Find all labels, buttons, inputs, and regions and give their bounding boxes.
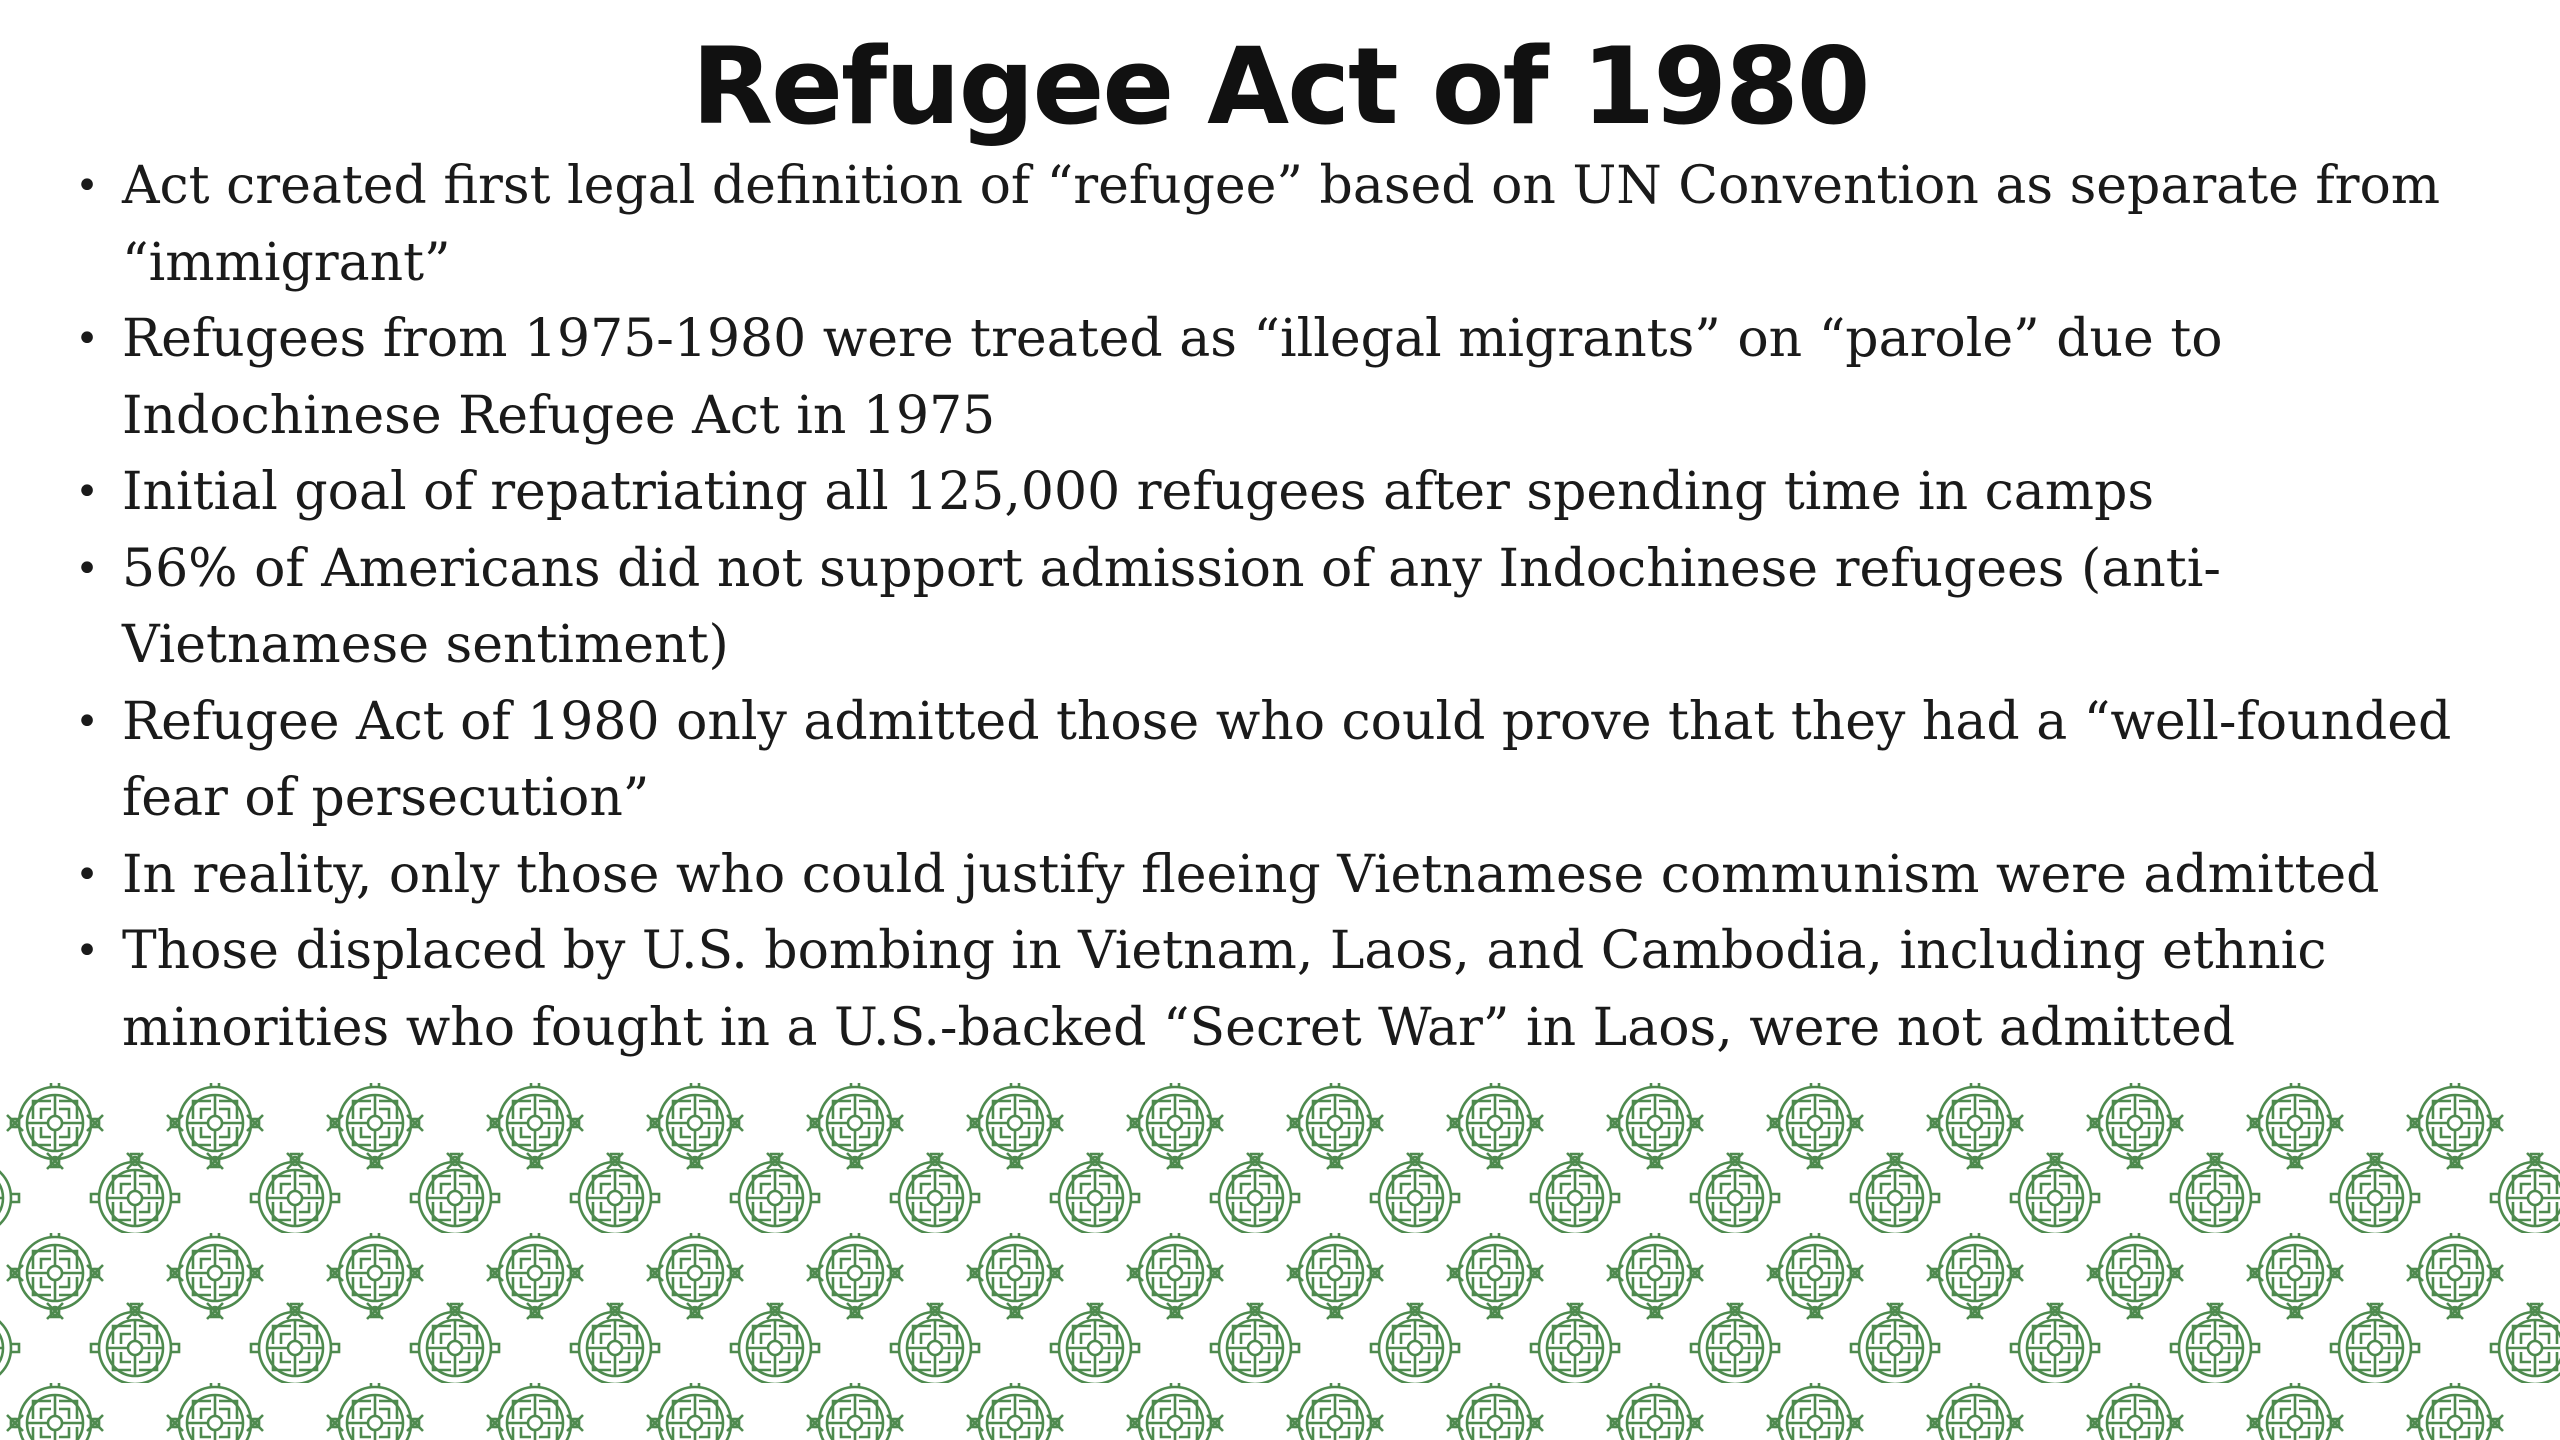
bullet-item	[72, 301, 2492, 454]
bullet-item	[72, 531, 2492, 684]
bullet-item	[72, 148, 2492, 301]
bullet-dot-icon: •	[75, 851, 99, 898]
bullet-item	[72, 837, 2492, 914]
bullet-text: 56% of Americans did not support admission of any Indochinese refugees (anti-Vietnamese sentiment)	[122, 538, 2221, 675]
bullet-dot-icon: •	[75, 469, 99, 515]
slide-title: Refugee Act of 1980	[691, 25, 1869, 148]
bullet-item	[72, 913, 2492, 1066]
bullet-text: Those displaced by U.S. bombing in Vietnam, Laos, and Cambodia, including ethnic minorities who fought in a U.S.-backed “Secret War” in Laos, were not admitted	[122, 921, 2327, 1058]
bullet-text: Initial goal of repatriating all 125,000 refugees after spending time in camps	[122, 462, 2155, 522]
bullet-dot-icon: •	[75, 163, 99, 209]
bullet-text: Refugee Act of 1980 only admitted those who could prove that they had a “well-founded fear of persecution”	[122, 691, 2452, 828]
bullet-item	[72, 684, 2492, 837]
bullet-item	[72, 454, 2492, 531]
bullet-list	[72, 148, 2492, 1066]
bullet-text: Act created first legal definition of “refugee” based on UN Convention as separate from “immigrant”	[122, 156, 2441, 293]
bullet-dot-icon: •	[75, 545, 99, 592]
bullet-dot-icon: •	[75, 928, 99, 974]
decorative-pattern-band	[0, 1083, 2560, 1440]
bullet-dot-icon: •	[75, 698, 99, 745]
bullet-text: Refugees from 1975-1980 were treated as “illegal migrants” on “parole” due to Indochinese Refugee Act in 1975	[122, 309, 2223, 446]
bullet-dot-icon: •	[75, 316, 99, 362]
bullet-text: In reality, only those who could justify fleeing Vietnamese communism were admitted	[122, 844, 2380, 905]
